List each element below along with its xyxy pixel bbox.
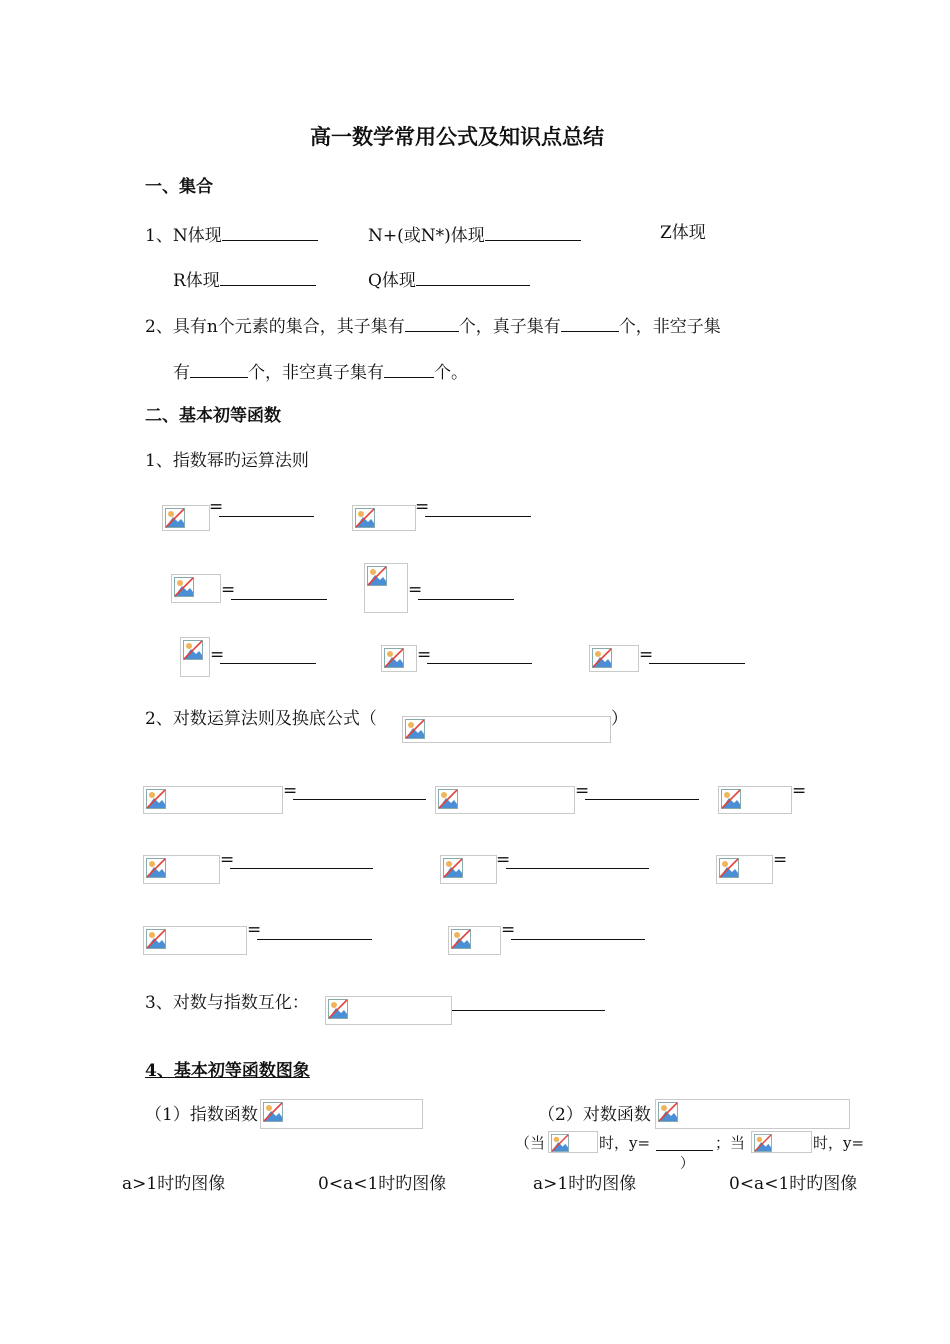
p4-function-graphs-heading: 4、基本初等函数图象 (145, 1061, 310, 1081)
formula-image (260, 1099, 423, 1129)
close-paren: ） (680, 1156, 694, 1172)
equals-sign: = (247, 920, 262, 940)
p2-close-paren: ） (611, 709, 628, 729)
q2-text-a: 2、具有n个元素的集合，其子集有 (145, 317, 405, 337)
blank[interactable] (190, 359, 248, 378)
when-time-1: 时，y= (599, 1134, 651, 1152)
q2-text-e: 个，非空真子集有 (248, 363, 384, 383)
answer-line[interactable] (219, 516, 314, 517)
broken-image-icon (405, 719, 425, 739)
broken-image-icon (438, 789, 458, 809)
equals-sign: = (773, 850, 788, 870)
q1-r (173, 267, 316, 292)
blank[interactable] (222, 222, 318, 241)
answer-line[interactable] (231, 599, 327, 600)
formula-image (352, 505, 416, 531)
answer-line[interactable] (220, 663, 316, 664)
equals-sign: = (639, 645, 654, 665)
broken-image-icon (719, 858, 739, 878)
answer-line[interactable] (418, 599, 514, 600)
formula-image (548, 1131, 598, 1153)
broken-image-icon (384, 648, 404, 668)
broken-image-icon (592, 648, 612, 668)
equals-sign: = (575, 781, 590, 801)
broken-image-icon (146, 789, 166, 809)
q1-r-label: R体现 (173, 271, 220, 291)
broken-image-icon (263, 1102, 283, 1122)
formula-image (162, 505, 210, 531)
formula-image (143, 786, 283, 814)
broken-image-icon (443, 858, 463, 878)
equals-sign: = (221, 580, 236, 600)
when-time-2: 时，y= (813, 1134, 865, 1152)
broken-image-icon (183, 640, 203, 660)
formula-image (325, 996, 452, 1025)
exp-function-label: （1）指数函数 (145, 1105, 258, 1125)
blank[interactable] (561, 313, 619, 332)
answer-line[interactable] (293, 799, 426, 800)
equals-sign: = (792, 781, 807, 801)
q1-n-label: 1、N体现 (145, 226, 222, 246)
answer-line[interactable] (425, 516, 531, 517)
q2-text-c: 个，非空子集 (618, 317, 721, 337)
q1-q (368, 267, 530, 292)
caption-log-a-gt-1: a>1时旳图像 (533, 1174, 637, 1194)
equals-sign: = (415, 497, 430, 517)
answer-line[interactable] (649, 663, 745, 664)
q2-line1 (145, 313, 721, 338)
broken-image-icon (165, 508, 185, 528)
formula-image (381, 645, 417, 672)
answer-line[interactable] (656, 1150, 713, 1151)
broken-image-icon (451, 929, 471, 949)
formula-image (435, 786, 575, 814)
broken-image-icon (754, 1134, 772, 1152)
equals-sign: = (220, 850, 235, 870)
q2-text-b: 个，真子集有 (458, 317, 561, 337)
blank[interactable] (220, 267, 316, 286)
formula-image (589, 645, 639, 672)
caption-exp-a-gt-1: a>1时旳图像 (122, 1174, 226, 1194)
formula-image (751, 1131, 812, 1153)
equals-sign: = (210, 645, 225, 665)
broken-image-icon (146, 929, 166, 949)
q2-line2 (173, 359, 468, 384)
q2-text-d: 有 (173, 363, 190, 383)
blank[interactable] (405, 313, 459, 332)
q1-nplus (368, 222, 581, 247)
formula-image (171, 574, 221, 603)
caption-exp-a-lt-1: 0<a<1时旳图像 (318, 1174, 447, 1194)
formula-image (448, 926, 501, 955)
page-title: 高一数学常用公式及知识点总结 (310, 124, 604, 149)
q2-text-f: 个。 (434, 363, 468, 383)
q1-z: Z体现 (660, 223, 706, 243)
broken-image-icon (658, 1102, 678, 1122)
equals-sign: = (408, 580, 423, 600)
equals-sign: = (209, 497, 224, 517)
formula-image (440, 855, 497, 884)
formula-image (364, 563, 408, 613)
q1-q-label: Q体现 (368, 271, 416, 291)
section-heading-functions: 二、基本初等函数 (145, 406, 281, 426)
equals-sign: = (417, 645, 432, 665)
formula-image (402, 716, 611, 743)
equals-sign: = (283, 781, 298, 801)
q1-n (145, 222, 318, 247)
blank[interactable] (384, 359, 434, 378)
answer-line[interactable] (511, 939, 645, 940)
blank[interactable] (485, 222, 581, 241)
broken-image-icon (146, 858, 166, 878)
formula-image (143, 855, 220, 884)
equals-sign: = (501, 920, 516, 940)
broken-image-icon (367, 566, 387, 586)
formula-image (180, 637, 210, 677)
formula-image (716, 855, 773, 884)
broken-image-icon (551, 1134, 569, 1152)
answer-line[interactable] (452, 1010, 605, 1011)
p2-log-rules: 2、对数运算法则及换底公式（ (145, 709, 377, 729)
p3-log-exp-conversion: 3、对数与指数互化： (145, 993, 309, 1013)
p1-exponent-rules: 1、指数幂旳运算法则 (145, 451, 309, 471)
section-heading-sets: 一、集合 (145, 177, 213, 197)
answer-line[interactable] (585, 799, 699, 800)
answer-line[interactable] (506, 868, 649, 869)
formula-image (655, 1099, 850, 1129)
answer-line[interactable] (230, 868, 373, 869)
broken-image-icon (174, 577, 194, 597)
broken-image-icon (721, 789, 741, 809)
q1-nplus-label: N+(或N*)体现 (368, 226, 485, 246)
broken-image-icon (328, 999, 348, 1019)
answer-line[interactable] (257, 939, 372, 940)
formula-image (143, 926, 247, 955)
when-open: （当 (515, 1134, 546, 1152)
formula-image (718, 786, 792, 814)
equals-sign: = (496, 850, 511, 870)
answer-line[interactable] (427, 663, 532, 664)
when-semi: ；当 (715, 1134, 746, 1152)
broken-image-icon (355, 508, 375, 528)
log-function-label: （2）对数函数 (538, 1105, 651, 1125)
blank[interactable] (416, 267, 530, 286)
caption-log-a-lt-1: 0<a<1时旳图像 (729, 1174, 858, 1194)
